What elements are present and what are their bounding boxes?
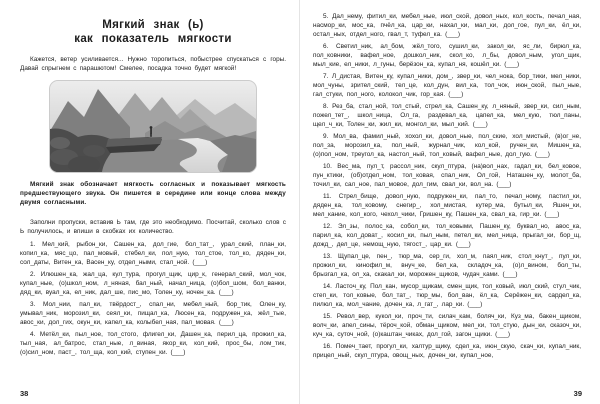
exercise-item-6 [313,42,581,69]
item-text: Револ_вер, кукол_ки, проч_ти, силач_кам, боляч_ки, Куз_ма, бакен_щиком, волч_ки, апел_сины, тёроч_кой, обман_щиком, мел_ки, тол_стую, дын_ки, сказоч_ки, куч_ка, суточ_ной, (о)каштан_чиках, дол_гой, загон_щики. (___) [313,313,581,338]
item-text: Л_дистая, Витен_ку, купал_ники, дом_, звер_ки, чел_нока, бор_тики, мел_ники, мол_чуны, зрител_ский, тел_це, кол_дун, вил_ка, тол_чок, июн_ской, пыл_ные, гал_стуки, пол_ного, колокол_чик, гор_кая. (___) [313,73,581,98]
page-number-left: 38 [20,389,29,398]
item-number: 7. [323,73,329,80]
item-text: Ласточ_ку, Пол_кан, мусор_щикам, смен_щик, тол_ковый, июл_ский, стул_чик, степ_ки, тол_ковые, бол_тат_, тюр_мы, бол_ван, ёл_ка, Серёжен_ки, сардел_ка, пилюл_ка, мол_чание, дочен_ка, л_гат_, лар_ки. (___) [313,283,581,308]
item-text: Метёл_ки, пыл_ное, тол_стого, флигел_ки, Дашен_ка, перил_ца, прожил_ка, тыл_ная, ал_батрос, стал_ные, л_виная, якор_ки, кол_кий, прос_бы, лом_тик, (о)сил_ном, паст_, тол_ща, кол_кий, ступен_ки. (___) [20,331,286,356]
item-text: Мол_ва, фамил_ный, хохол_ки, довол_ные, пол_ские, хол_мистый, (в)ог_не, пол_за, морозил_ка, пол_ный, журнал_чик, кол_кой, ручен_ки, Мишен_ка, (о)пол_ном, треугол_ка, настол_ный, тол_ковый, вафел_ные, дол_гую. (___) [313,133,581,158]
exercise-item-15 [313,312,581,339]
mountain-illustration-svg [50,81,256,172]
exercise-item-4 [20,330,286,357]
item-number: 4. [30,331,36,338]
item-text: Илюшен_ка, жал_ца, кул_тура, прогул_щик, цир_к, генерал_ский, мол_чок, купал_ные, (о)школ_ном, л_няная, бал_ный, начал_ница, (о)бол_шом, бол_ванки, дяд_ки, вуал_ка, ел_ник, дал_ше, пис_мо, Толен_ку, ночен_ка. (___) [20,271,286,296]
item-text: Светил_ник, ал_бом, жёл_того, сушил_ки, закол_ки, яс_ли, бирюл_ка, пол_ковники, вафел_ное, дошкол_ник, скол_ко, л_бы, довол_ным, угол_щик, мыл_кие, ел_ники, л_гуны, берёзон_ка, купал_ня, кошёл_ки. (___) [313,43,581,68]
item-number: 10. [323,163,332,170]
item-text: Вес_ма, пул_т, рассол_ник, скул_птура, (на)вол_нах, гадал_ки, бел_ковое, пун_ктики, (об)отдел_ном, тол_ковая, спал_ник, Ол_гой, Наташен_ку, молот_ба, точил_ки, сал_ное, пал_мовое, дол_гим, свал_ки, вол_на. (___) [313,163,581,188]
page-title [20,18,286,46]
item-number: 13. [323,253,332,260]
exercise-item-16 [313,342,581,360]
item-number: 11. [323,193,332,200]
item-text: Щупал_це, пен_, тюр_ма, сер_ги, хол_м, паял_ник, стол_кнут_, пул_ки, прожил_ки, кинофил_м, внуч_ке, бел_ка, складоч_ка, (о)л_вином, бол_ты, брызгал_ка, ол_ха, скакал_ки, морожен_щиков, чудач_ками. (___) [313,253,581,278]
page-title-line1: Мягкий знак (ь) [102,19,204,31]
exercise-item-11 [313,192,581,219]
exercise-item-5 [313,12,581,39]
exercise-item-12 [313,222,581,249]
item-number: 12. [323,223,332,230]
item-number: 3. [30,301,36,308]
exercise-item-14 [313,282,581,309]
item-text: Эл_зы, полос_ка, собол_ки, тол_ковыми, Пашен_ку, буквал_но, авос_ка, парил_ка, кол_доват_, косил_ки, пыл_ным, петел_ки, мел_ница, прыгал_ки, бор_щ, дожд_, дел_це, немощ_ную, тягост_, цар_ки. (___) [313,223,581,248]
item-number: 2. [30,271,36,278]
item-number: 9. [323,133,329,140]
exercise-items-left [20,240,286,357]
item-text: Мел_кий, рыбон_ки, Сашен_ка, дол_гие, бол_тат_, урал_ский, план_ки, копил_ка, мяс_цо, пал_мовый, стебел_ки, пол_ную, тол_стое, тол_ко, дяден_ки, сол_даты, Витен_ка, Васен_ку, отдел_ными, стал_ной. (___) [20,241,286,266]
item-number: 5. [323,13,329,20]
item-number: 8. [323,103,329,110]
item-text: Стрел_бище, довол_ную, подружен_ки, пал_то, печал_ному, пастил_ки, дяден_ка, тол_ковому, снегир_, хол_мистая, кутер_ма, бутыл_ки, Яшен_ки, мел_кание, кол_кого, чехол_чики, Гришен_ку, Пашен_ка, свал_ка, гир_ки. (___) [313,193,581,218]
exercise-item-8 [313,102,581,129]
item-text: Дал_нему, фитил_ки, мебел_ные, июл_ской, довол_ных, кол_кость, печал_ная, насмор_ки, мос_ка, пчёл_ка, цар_ки, нахал_ки, мал_ки, дол_гое, пул_ки, ёл_ки, остал_ных, отдел_ного, гвал_т, туфел_ка. (___) [313,13,581,38]
item-text: Помеч_тает, прогул_ки, халтур_щику, сдел_ка, июн_скую, скач_ки, купал_ник, прицел_ный, скул_птура, овощ_ных, дочен_ки, купал_ное, [313,343,581,359]
page-number-right: 39 [573,389,582,398]
exercise-item-9 [313,132,581,159]
item-text: Рез_ба, стал_ной, тол_стый, стрел_ка, Сашен_ку, л_няный, звер_ки, сил_ным, пожел_тет_, школ_ница, Ол_га, раздевал_ка, цапел_ка, мел_кую, тюл_паны, щел_ч_ки, Толен_ки, жил_ки, монгол_ки, мыл_кий. (___) [313,103,581,128]
item-text: Мол_нии, пал_ки, твёрдост_, спал_ни, мебел_ный, бор_тик, Олен_ку, умывал_ник, морозил_ки, сеял_ки, пищал_ка, Люсен_ка, подружен_ка, жёл_тые, авос_ки, дол_гих, окун_ки, капел_ка, колыбел_ная, пал_мовая. (___) [20,301,286,326]
exercise-item-7 [313,72,581,99]
item-number: 16. [323,343,332,350]
task-instructions: Заполни пропуски, вставив Ь там, где это необходимо. Посчитай, сколько слов с Ь получилось, и впиши в скобках их количество. [20,219,286,235]
exercise-item-2 [20,270,286,297]
exercise-item-13 [313,252,581,279]
exercise-items-right [313,12,581,360]
item-number: 6. [323,43,329,50]
rule-paragraph: Мягкий знак обозначает мягкость согласных и показывает мягкость предшествующего звука. Он пишется в середине или конце слова между двумя согласными. [20,181,286,206]
exercise-item-3 [20,300,286,327]
page-title-line2: как показатель мягкости [74,33,232,45]
exercise-item-10 [313,162,581,189]
page-right [300,0,600,404]
item-number: 15. [323,313,332,320]
mountain-landscape-illustration [49,80,257,173]
item-number: 1. [30,241,36,248]
intro-paragraph: Кажется, ветер усиливается... Нужно торопиться, побыстрее спускаться с горы. Давай спрыгнем с парашютом! Смелее, посадка точно будет мягкой! [20,56,286,72]
exercise-item-1 [20,240,286,267]
item-number: 14. [323,283,332,290]
